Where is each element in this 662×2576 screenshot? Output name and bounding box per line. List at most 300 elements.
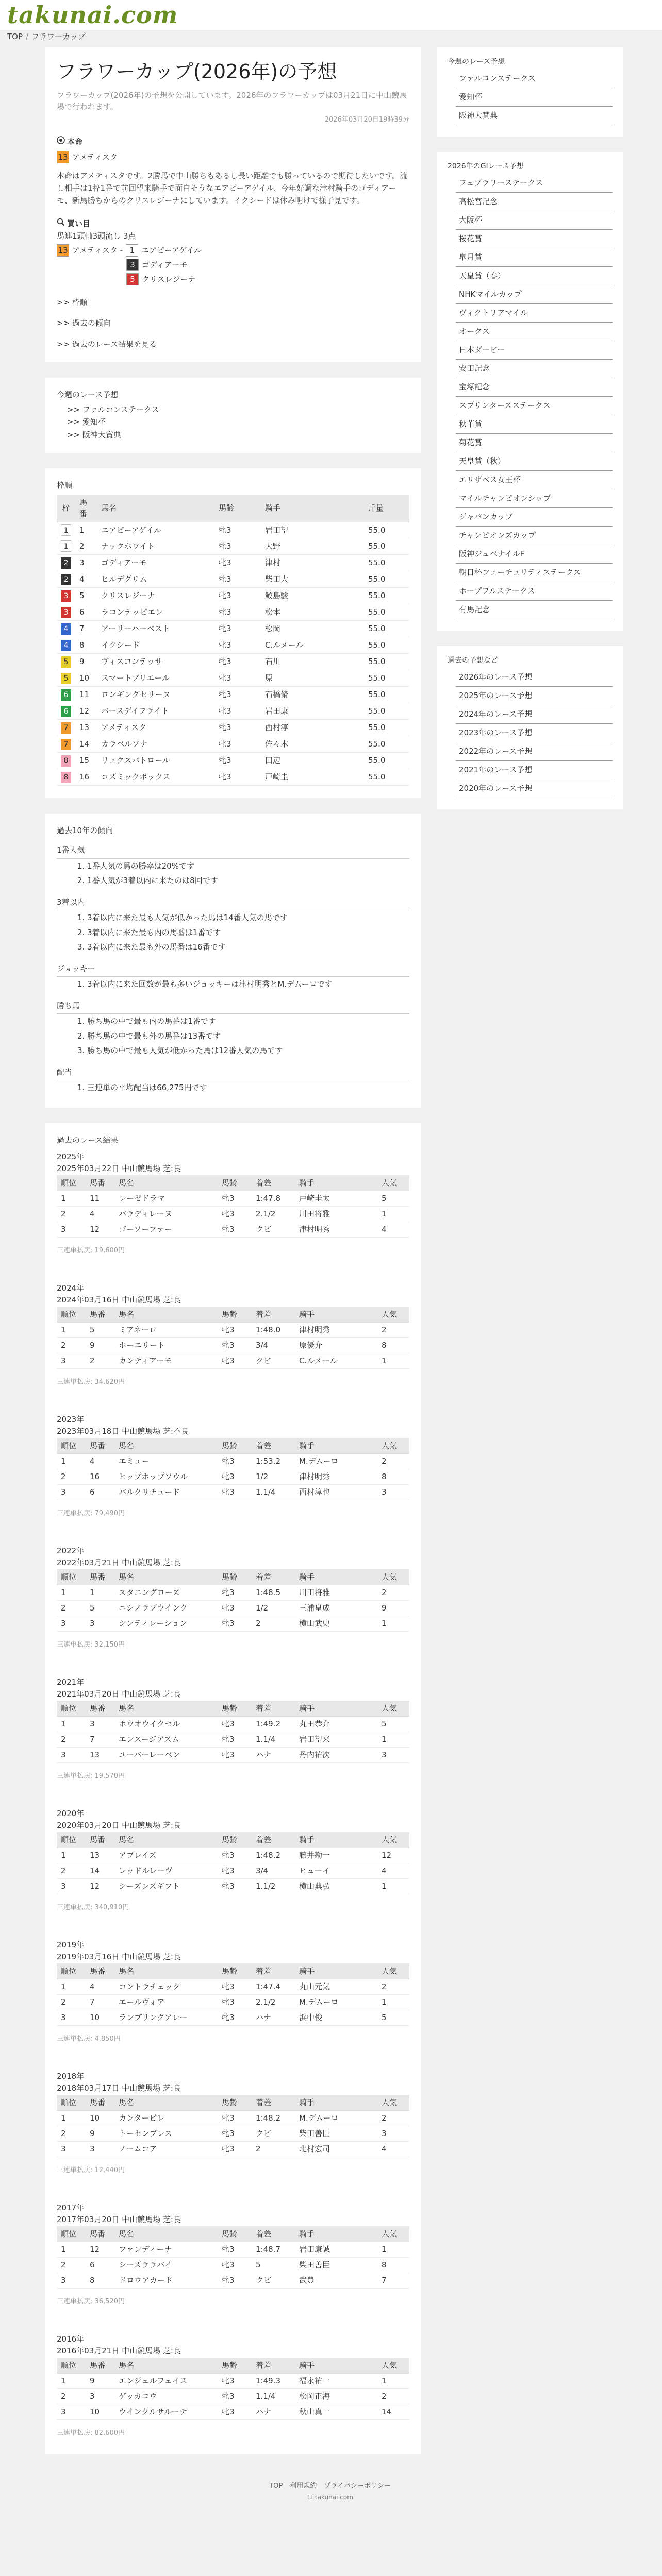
result-margin: 1:48.5: [252, 1585, 295, 1600]
sidebar-link[interactable]: NHKマイルカップ: [459, 290, 522, 299]
entry-weight: 55.0: [364, 736, 409, 752]
result-age: 牝3: [218, 1747, 252, 1762]
col-number: 馬番: [75, 495, 97, 522]
result-col-header: 馬名: [114, 2358, 218, 2373]
result-horse-name[interactable]: ホウオウイクセル: [114, 1716, 218, 1732]
result-age: 牝3: [218, 1616, 252, 1631]
result-horse-name[interactable]: シンティレーション: [114, 1616, 218, 1631]
entry-row: [57, 736, 409, 752]
sidebar-link[interactable]: 天皇賞（春）: [459, 271, 506, 280]
sidebar-link[interactable]: ヴィクトリアマイル: [459, 308, 528, 317]
page-lead: フラワーカップ(2026年)の予想を公開しています。2026年のフラワーカップは03月21日に中山競馬場で行われます。: [57, 91, 407, 112]
result-horse-name[interactable]: レッドルレーヴ: [114, 1863, 218, 1878]
result-header-row: [57, 1175, 409, 1191]
result-margin: 1:47.8: [252, 1191, 295, 1206]
result-rank: 2: [57, 1600, 86, 1616]
entry-age: 牝3: [214, 769, 261, 785]
result-row: [57, 2141, 409, 2157]
result-number: 3: [86, 2141, 114, 2157]
result-col-header: 騎手: [295, 1438, 377, 1453]
sidebar-link[interactable]: 阪神大賞典: [459, 111, 498, 120]
result-meta: 2025年03月22日 中山競馬場 芝:良: [57, 1163, 181, 1173]
result-col-header: 順位: [57, 2358, 86, 2373]
waku-cell: [57, 571, 75, 587]
entry-horse-name[interactable]: スマートプリエール: [97, 670, 214, 686]
result-jockey: 三浦皇成: [295, 1600, 377, 1616]
sidebar-item: [456, 545, 613, 564]
sidebar-link[interactable]: マイルチャンピオンシップ: [459, 494, 551, 503]
result-age: 牝3: [218, 2404, 252, 2419]
result-table: [57, 1307, 409, 1369]
entry-jockey: 松岡: [261, 620, 364, 637]
result-jockey: 丸山元気: [295, 1979, 377, 1994]
result-horse-name[interactable]: パラディレーヌ: [114, 1206, 218, 1222]
entry-age: 牝3: [214, 538, 261, 555]
sidebar-link[interactable]: 愛知杯: [459, 92, 483, 101]
result-row: [57, 1322, 409, 1337]
result-year: 2023年: [57, 1415, 85, 1425]
entry-horse-name[interactable]: アメティスタ: [97, 719, 214, 736]
result-popularity: 5: [377, 1191, 409, 1206]
sidebar-link[interactable]: フェブラリーステークス: [459, 178, 543, 188]
sidebar-link[interactable]: ジャパンカップ: [459, 512, 513, 521]
entry-number: 13: [75, 719, 97, 736]
result-year: 2022年: [57, 1546, 85, 1556]
result-horse-name[interactable]: ノームコア: [114, 2141, 218, 2157]
result-row: [57, 1979, 409, 1994]
result-popularity: 4: [377, 1863, 409, 1878]
tendency-item: 3. 3着以内に来た最も外の馬番は16番です: [77, 942, 226, 952]
tendency-item: 2. 3着以内に来た最も内の馬番は1番です: [77, 927, 221, 937]
result-jockey: ヒューイ: [295, 1863, 377, 1878]
sidebar-link[interactable]: 2025年のレース予想: [459, 691, 533, 700]
result-jockey: 津村明秀: [295, 1222, 377, 1237]
result-horse-name[interactable]: パルクリチュード: [114, 1484, 218, 1500]
sidebar-link[interactable]: エリザベス女王杯: [459, 475, 521, 484]
sidebar-past: [437, 646, 623, 809]
sidebar-item: [456, 489, 613, 508]
entry-horse-name[interactable]: ヒルデグリム: [97, 571, 214, 587]
result-number: 8: [86, 2273, 114, 2288]
sidebar-link[interactable]: 桜花賞: [459, 234, 483, 243]
result-col-header: 馬名: [114, 1569, 218, 1585]
result-horse-name[interactable]: アブレイズ: [114, 1848, 218, 1863]
waku-badge: 3: [61, 590, 71, 602]
entry-horse-name[interactable]: リュクスバトロール: [97, 752, 214, 769]
result-margin: 5: [252, 2257, 295, 2273]
result-popularity: 8: [377, 2257, 409, 2273]
result-horse-name[interactable]: スタニングローズ: [114, 1585, 218, 1600]
result-row: [57, 2273, 409, 2288]
result-block: [57, 2071, 409, 2175]
result-jockey: 藤井勘一: [295, 1848, 377, 1863]
result-year: 2016年: [57, 2334, 85, 2344]
result-horse-name[interactable]: ウインクルサルーテ: [114, 2404, 218, 2419]
sidebar-link[interactable]: 有馬記念: [459, 605, 490, 614]
result-horse-name[interactable]: コントラチェック: [114, 1979, 218, 1994]
entry-row: [57, 670, 409, 686]
site-logo[interactable]: takunai.com: [7, 1, 178, 29]
tendency-heading: 配当: [57, 1064, 409, 1081]
result-age: 牝3: [218, 1979, 252, 1994]
result-horse-name[interactable]: エールヴォア: [114, 1994, 218, 2010]
result-horse-name[interactable]: エミュー: [114, 1453, 218, 1469]
sidebar-link[interactable]: 朝日杯フューチュリティステークス: [459, 568, 581, 577]
result-jockey: 岩田望来: [295, 1732, 377, 1747]
entry-age: 牝3: [214, 752, 261, 769]
result-row: [57, 1994, 409, 2010]
sidebar-link[interactable]: 2020年のレース予想: [459, 784, 533, 793]
result-table: [57, 1832, 409, 1894]
weekly-races-card: [45, 378, 421, 453]
sidebar-link[interactable]: 秋華賞: [459, 419, 483, 429]
sidebar-link[interactable]: ホープフルステークス: [459, 586, 535, 596]
result-year: 2024年: [57, 1283, 85, 1293]
sidebar-link[interactable]: 2023年のレース予想: [459, 728, 533, 737]
sidebar-link[interactable]: 2026年のレース予想: [459, 672, 533, 682]
result-block: [57, 1939, 409, 2044]
result-col-header: 順位: [57, 1701, 86, 1716]
entry-jockey: 戸崎圭: [261, 769, 364, 785]
result-horse-name[interactable]: ヒップホップソウル: [114, 1469, 218, 1484]
result-popularity: 1: [377, 1206, 409, 1222]
result-age: 牝3: [218, 2388, 252, 2404]
result-margin: 1/2: [252, 1600, 295, 1616]
footer-link-terms[interactable]: 利用規約: [290, 2482, 317, 2490]
sidebar-item: [456, 508, 613, 527]
result-number: 5: [86, 1322, 114, 1337]
sidebar-item: [456, 285, 613, 304]
prediction-comment: 本命はアメティスタです。2勝馬で中山勝ちもあるし長い距離でも勝っているので期待したいです。流し相手は1枠1番で前回望来騎手で面白そうなエアピーアゲイル、今年好調な津村騎手のゴディアーモ、新馬勝ちからのクリスレジーナにしています。イクシードは休み明けで様子見です。: [57, 171, 408, 205]
entry-age: 牝3: [214, 719, 261, 736]
result-horse-name[interactable]: シーズンズギフト: [114, 1878, 218, 1894]
result-number: 5: [86, 1600, 114, 1616]
sidebar-link[interactable]: スプリンターズステークス: [459, 401, 551, 410]
result-row: [57, 1732, 409, 1747]
result-year: 2021年: [57, 1677, 85, 1687]
sidebar-link[interactable]: 安田記念: [459, 364, 490, 373]
result-margin: 1/2: [252, 1469, 295, 1484]
entry-number: 11: [75, 686, 97, 703]
footer-link-privacy[interactable]: プライバシーポリシー: [324, 2482, 391, 2490]
result-col-header: 馬齢: [218, 2358, 252, 2373]
result-margin: 1:47.4: [252, 1979, 295, 1994]
entry-age: 牝3: [214, 554, 261, 571]
result-horse-name[interactable]: ランブリングアレー: [114, 2010, 218, 2025]
result-age: 牝3: [218, 1222, 252, 1237]
entries-card: [45, 468, 421, 798]
entry-horse-name[interactable]: ロンギングセリーヌ: [97, 686, 214, 703]
entry-weight: 55.0: [364, 620, 409, 637]
footer-link-top[interactable]: TOP: [269, 2482, 283, 2490]
entry-weight: 55.0: [364, 522, 409, 538]
result-age: 牝3: [218, 2141, 252, 2157]
sidebar-item: [456, 527, 613, 545]
result-margin: 3/4: [252, 1337, 295, 1353]
result-table: [57, 2358, 409, 2420]
sidebar-link[interactable]: 阪神ジュベナイルF: [459, 549, 525, 558]
result-horse-name[interactable]: エンスージアズム: [114, 1732, 218, 1747]
result-margin: ハナ: [252, 2010, 295, 2025]
results-title: 過去のレース結果: [57, 1135, 119, 1145]
result-age: 牝3: [218, 1863, 252, 1878]
result-col-header: 騎手: [295, 1963, 377, 1979]
result-col-header: 人気: [377, 1832, 409, 1848]
entry-weight: 55.0: [364, 686, 409, 703]
result-col-header: 馬番: [86, 1175, 114, 1191]
result-header-row: [57, 2095, 409, 2110]
honmei-heading: [57, 136, 409, 148]
entry-number: 14: [75, 736, 97, 752]
result-age: 牝3: [218, 2273, 252, 2288]
sidebar-item: [456, 415, 613, 434]
result-horse-name[interactable]: ゲッカコウ: [114, 2388, 218, 2404]
result-col-header: 人気: [377, 2095, 409, 2110]
result-jockey: M.デムーロ: [295, 2110, 377, 2126]
sidebar-link[interactable]: 2021年のレース予想: [459, 765, 533, 774]
result-col-header: 人気: [377, 1701, 409, 1716]
result-margin: 2: [252, 1616, 295, 1631]
result-horse-name[interactable]: ゴーソーファー: [114, 1222, 218, 1237]
entry-jockey: 佐々木: [261, 736, 364, 752]
result-meta: 2022年03月21日 中山競馬場 芝:良: [57, 1557, 181, 1567]
weekly-races-title: 今週のレース予想: [57, 390, 119, 400]
entry-horse-name[interactable]: ゴディアーモ: [97, 554, 214, 571]
weekly-race-link[interactable]: >> 愛知杯: [67, 417, 106, 427]
result-number: 2: [86, 1353, 114, 1368]
weekly-race-link[interactable]: >> ファルコンステークス: [67, 404, 159, 414]
entry-horse-name[interactable]: ナックホワイト: [97, 538, 214, 555]
waku-cell: [57, 554, 75, 571]
result-header-row: [57, 1963, 409, 1979]
sidebar-link[interactable]: チャンピオンズカップ: [459, 531, 536, 540]
breadcrumb-separator: /: [26, 32, 29, 41]
honmei-label: 本命: [67, 137, 83, 147]
waku-badge: 7: [61, 739, 71, 750]
sidebar-weekly-list: [448, 70, 613, 125]
search-icon: [57, 218, 65, 230]
tendency-item: 1. 3着以内に来た最も人気が低かった馬は14番人気の馬です: [77, 913, 288, 923]
result-row: [57, 2388, 409, 2404]
tendency-item: 1. 勝ち馬の中で最も内の馬番は1番です: [77, 1016, 216, 1026]
result-col-header: 騎手: [295, 1832, 377, 1848]
main-column: [45, 47, 421, 2470]
result-col-header: 馬齢: [218, 1438, 252, 1453]
weekly-race-link[interactable]: >> 阪神大賞典: [67, 430, 121, 439]
sidebar-link[interactable]: 2024年のレース予想: [459, 709, 533, 719]
result-header-row: [57, 1832, 409, 1848]
result-col-header: 馬番: [86, 2358, 114, 2373]
result-col-header: 馬番: [86, 1438, 114, 1453]
entry-number: 10: [75, 670, 97, 686]
sidebar-weekly-title: 今週のレース予想: [448, 58, 505, 66]
result-horse-name[interactable]: カンティアーモ: [114, 1353, 218, 1368]
result-number: 3: [86, 2388, 114, 2404]
entry-horse-name[interactable]: バースデイフライト: [97, 703, 214, 719]
result-margin: 1.1/4: [252, 2388, 295, 2404]
link-past-results[interactable]: >> 過去のレース結果を見る: [57, 339, 157, 349]
result-margin: 1:48.7: [252, 2242, 295, 2257]
result-horse-name[interactable]: ファンディーナ: [114, 2242, 218, 2257]
result-payout: 三連単払戻: 19,570円: [57, 1772, 125, 1780]
result-number: 13: [86, 1848, 114, 1863]
result-number: 9: [86, 2373, 114, 2388]
result-meta: 2021年03月20日 中山競馬場 芝:良: [57, 1689, 181, 1699]
result-horse-name[interactable]: トーセンブレス: [114, 2126, 218, 2141]
result-col-header: 騎手: [295, 1175, 377, 1191]
result-popularity: 2: [377, 1453, 409, 1469]
entries-title: 枠順: [57, 481, 73, 490]
result-col-header: 順位: [57, 1963, 86, 1979]
result-number: 4: [86, 1979, 114, 1994]
breadcrumb-top-link[interactable]: TOP: [7, 32, 23, 41]
sidebar-link[interactable]: 高松宮記念: [459, 197, 498, 206]
result-margin: 1:48.2: [252, 1848, 295, 1863]
result-margin: 1.1/4: [252, 1732, 295, 1747]
result-jockey: C.ルメール: [295, 1353, 377, 1368]
link-tendency[interactable]: >> 過去の傾向: [57, 318, 111, 328]
sidebar-link[interactable]: 日本ダービー: [459, 345, 505, 354]
result-col-header: 着差: [252, 2358, 295, 2373]
result-margin: 1.1/2: [252, 1878, 295, 1894]
sidebar-past-title: 過去の予想など: [448, 656, 498, 665]
result-jockey: 福永祐一: [295, 2373, 377, 2388]
entry-weight: 55.0: [364, 719, 409, 736]
entry-horse-name[interactable]: アーリーハーベスト: [97, 620, 214, 637]
waku-badge: 2: [61, 557, 71, 569]
result-col-header: 人気: [377, 1569, 409, 1585]
result-col-header: 人気: [377, 1307, 409, 1322]
result-col-header: 着差: [252, 1963, 295, 1979]
result-horse-name[interactable]: カンタービレ: [114, 2110, 218, 2126]
link-entries[interactable]: >> 枠順: [57, 297, 88, 307]
result-rank: 3: [57, 2141, 86, 2157]
result-horse-name[interactable]: ホーエリート: [114, 1337, 218, 1353]
result-age: 牝3: [218, 1878, 252, 1894]
sidebar-link[interactable]: 菊花賞: [459, 438, 483, 447]
result-number: 1: [86, 1585, 114, 1600]
result-horse-name[interactable]: ミアネーロ: [114, 1322, 218, 1337]
result-col-header: 馬番: [86, 1963, 114, 1979]
result-number: 11: [86, 1191, 114, 1206]
sidebar-link[interactable]: 皐月賞: [459, 252, 483, 262]
sidebar-item: [456, 193, 613, 211]
sidebar-item: [456, 779, 613, 798]
result-horse-name[interactable]: ニシノラブウインク: [114, 1600, 218, 1616]
kaime-target-badge: 1: [126, 244, 138, 257]
result-meta: 2020年03月20日 中山競馬場 芝:良: [57, 1820, 181, 1830]
result-horse-name[interactable]: エンジェルフェイス: [114, 2373, 218, 2388]
result-number: 7: [86, 1732, 114, 1747]
honmei-number-badge: 13: [57, 151, 69, 163]
result-rank: 3: [57, 2273, 86, 2288]
sidebar-item: [456, 397, 613, 415]
sidebar-link[interactable]: 天皇賞（秋）: [459, 456, 506, 466]
result-jockey: 川田将雅: [295, 1585, 377, 1600]
result-age: 牝3: [218, 1994, 252, 2010]
waku-badge: 7: [61, 722, 71, 734]
entry-row: [57, 522, 409, 538]
result-col-header: 騎手: [295, 1569, 377, 1585]
waku-cell: [57, 522, 75, 538]
entry-number: 8: [75, 637, 97, 653]
sidebar-item: [456, 211, 613, 230]
col-age: 馬齢: [214, 495, 261, 522]
entry-horse-name[interactable]: クリスレジーナ: [97, 587, 214, 604]
result-year: 2018年: [57, 2072, 85, 2081]
entry-age: 牝3: [214, 653, 261, 670]
result-age: 牝3: [218, 1600, 252, 1616]
result-jockey: 武豊: [295, 2273, 377, 2288]
result-col-header: 人気: [377, 1438, 409, 1453]
entry-horse-name[interactable]: ヴィスコンテッサ: [97, 653, 214, 670]
result-payout: 三連単払戻: 34,620円: [57, 1378, 125, 1386]
result-table: [57, 2226, 409, 2289]
result-rank: 2: [57, 2257, 86, 2273]
kaime-target-badge: 5: [126, 273, 139, 285]
entry-horse-name[interactable]: コズミックボックス: [97, 769, 214, 785]
tendency-title: 過去10年の傾向: [57, 825, 113, 835]
result-meta: 2023年03月18日 中山競馬場 芝:不良: [57, 1426, 189, 1436]
entry-horse-name[interactable]: カラベルソナ: [97, 736, 214, 752]
kaime-line: [126, 259, 409, 271]
sidebar-link[interactable]: 大阪杯: [459, 215, 483, 225]
entry-age: 牝3: [214, 522, 261, 538]
result-margin: 1:48.2: [252, 2110, 295, 2126]
result-horse-name[interactable]: ドロウアカード: [114, 2273, 218, 2288]
entry-age: 牝3: [214, 670, 261, 686]
result-horse-name[interactable]: レーゼドラマ: [114, 1191, 218, 1206]
result-rank: 2: [57, 1337, 86, 1353]
result-popularity: 7: [377, 2273, 409, 2288]
result-row: [57, 2404, 409, 2419]
sidebar-link[interactable]: オークス: [459, 327, 490, 336]
result-row: [57, 1206, 409, 1222]
sidebar-item: [456, 705, 613, 724]
entry-horse-name[interactable]: イクシード: [97, 637, 214, 653]
entry-weight: 55.0: [364, 769, 409, 785]
sidebar-link[interactable]: ファルコンステークス: [459, 74, 536, 83]
result-payout: 三連単払戻: 340,910円: [57, 1903, 129, 1911]
result-table: [57, 2095, 409, 2157]
result-col-header: 馬名: [114, 1438, 218, 1453]
sidebar-link[interactable]: 宝塚記念: [459, 382, 490, 392]
result-payout: 三連単払戻: 79,490円: [57, 1509, 125, 1517]
result-horse-name[interactable]: シーズララバイ: [114, 2257, 218, 2273]
result-col-header: 順位: [57, 1307, 86, 1322]
sidebar-item: [456, 360, 613, 378]
result-margin: ハナ: [252, 2404, 295, 2419]
result-rank: 1: [57, 1848, 86, 1863]
result-block: [57, 1151, 409, 1256]
tendency-item: 1. 三連単の平均配当は66,275円です: [77, 1083, 207, 1093]
sidebar-link[interactable]: 2022年のレース予想: [459, 747, 533, 756]
entry-jockey: 大野: [261, 538, 364, 555]
result-col-header: 人気: [377, 1175, 409, 1191]
result-header-row: [57, 1569, 409, 1585]
result-horse-name[interactable]: ユーバーレーベン: [114, 1747, 218, 1762]
result-col-header: 着差: [252, 1307, 295, 1322]
result-meta: 2019年03月16日 中山競馬場 芝:良: [57, 1952, 181, 1961]
result-age: 牝3: [218, 1206, 252, 1222]
result-year: 2025年: [57, 1152, 85, 1162]
result-age: 牝3: [218, 1732, 252, 1747]
result-popularity: 12: [377, 1848, 409, 1863]
entry-horse-name[interactable]: エアピーアゲイル: [97, 522, 214, 538]
entry-horse-name[interactable]: ラコンテッピエン: [97, 604, 214, 620]
result-row: [57, 1616, 409, 1631]
result-margin: 1:49.2: [252, 1716, 295, 1732]
